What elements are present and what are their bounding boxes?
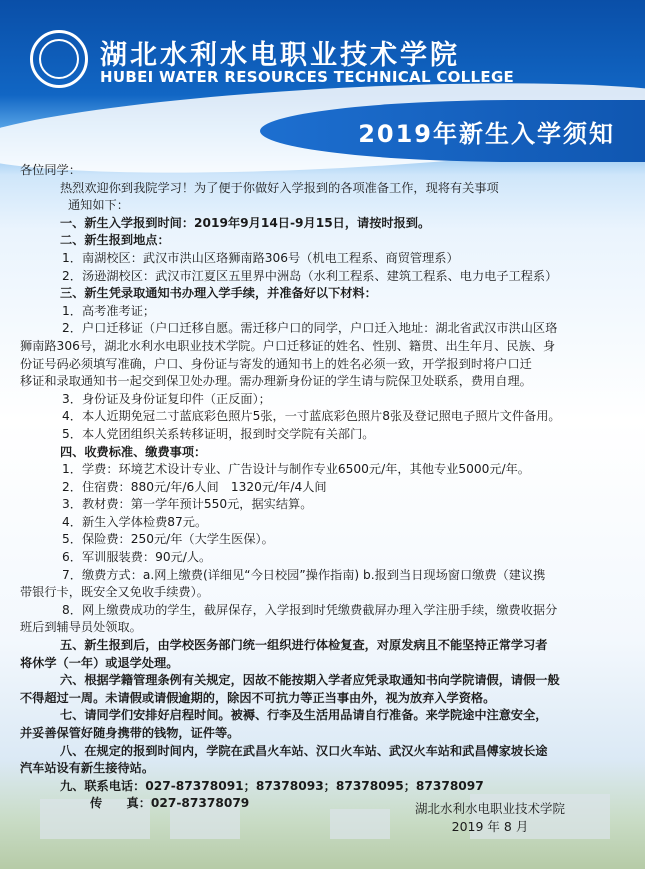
- list-item: 7．缴费方式：a.网上缴费(详细见“今日校园”操作指南) b.报到当日现场窗口缴费（建议携: [62, 567, 546, 582]
- section-1: 一、新生入学报到时间：2019年9月14日-9月15日，请按时报到。: [60, 215, 431, 230]
- section-8-cont: 汽车站设有新生接待站。: [20, 761, 155, 776]
- list-item: 2．户口迁移证（户口迁移自愿。需迁移户口的同学，户口迁入地址：湖北省武汉市洪山区珞: [62, 321, 558, 336]
- list-item: 1．南湖校区：武汉市洪山区珞狮南路306号（机电工程系、商贸管理系）: [62, 250, 459, 265]
- list-item: 1．学费：环境艺术设计专业、广告设计与制作专业6500元/年，其他专业5000元/年。: [62, 462, 530, 477]
- section-3: 三、新生凭录取通知书办理入学手续，并准备好以下材料：: [60, 286, 377, 301]
- list-item: 1．高考准考证；: [62, 303, 156, 318]
- section-7: 七、请同学们安排好启程时间。被褥、行李及生活用品请自行准备。来学院途中注意安全，: [60, 708, 548, 723]
- list-item-cont: 份证号码必须填写准确，户口、身份证与寄发的通知书上的姓名必须一致，开学报到时将户口迁: [20, 356, 532, 371]
- list-item: 6．军训服装费：90元/人。: [62, 550, 212, 565]
- notice-title: 2019年新生入学须知: [358, 120, 615, 148]
- school-name-cn: 湖北水利水电职业技术学院: [100, 40, 460, 71]
- section-6-cont: 不得超过一周。未请假或请假逾期的，除因不可抗力等正当事由外，视为放弃入学资格。: [20, 690, 496, 705]
- section-8: 八、在规定的报到时间内，学院在武昌火车站、汉口火车站、武汉火车站和武昌傅家坡长途: [60, 743, 548, 758]
- list-item: 2．住宿费：880元/年/6人间 1320元/年/4人间: [62, 479, 327, 494]
- list-item: 8．网上缴费成功的学生，截屏保存，入学报到时凭缴费截屏办理入学注册手续，缴费收据分: [62, 602, 558, 617]
- contact-phone: 九、联系电话：027-87378091；87378093；87378095；87378097: [60, 778, 484, 793]
- list-item-cont: 移证和录取通知书一起交到保卫处办理。需办理新身份证的学生请与院保卫处联系，费用自理。: [20, 374, 532, 389]
- section-4: 四、收费标准、缴费事项：: [60, 444, 207, 459]
- section-5: 五、新生报到后，由学校医务部门统一组织进行体检复查，对原发病且不能坚持正常学习者: [60, 638, 548, 653]
- greeting: 各位同学：: [20, 163, 81, 177]
- list-item-cont: 带银行卡，既安全又免收手续费）。: [20, 585, 209, 600]
- contact-fax: 传 真：027-87378079: [90, 796, 250, 811]
- notice-body: [20, 162, 620, 813]
- signature-date: 2019 年 8 月: [451, 819, 529, 834]
- school-logo-icon: [30, 30, 88, 88]
- list-item: 5．本人党团组织关系转移证明，报到时交学院有关部门。: [62, 426, 375, 441]
- list-item: 4．本人近期免冠二寸蓝底彩色照片5张，一寸蓝底彩色照片8张及登记照电子照片文件备用。: [62, 409, 561, 424]
- list-item: 3．身份证及身份证复印件（正反面）；: [62, 391, 271, 406]
- signature-org: 湖北水利水电职业技术学院: [414, 801, 565, 816]
- list-item: 3．教材费：第一学年预计550元，据实结算。: [62, 497, 313, 512]
- list-item-cont: 班后到辅导员处领取。: [20, 620, 142, 635]
- section-2: 二、新生报到地点：: [60, 233, 170, 248]
- list-item: 4．新生入学体检费87元。: [62, 514, 208, 529]
- signature: [415, 800, 565, 836]
- intro-line: 通知如下：: [68, 198, 129, 213]
- list-item: 2．汤逊湖校区：武汉市江夏区五里界中洲岛（水利工程系、建筑工程系、电力电子工程系）: [62, 268, 558, 283]
- list-item: 5．保险费：250元/年（大学生医保）。: [62, 532, 274, 547]
- section-7-cont: 并妥善保管好随身携带的钱物，证件等。: [20, 726, 240, 740]
- header: [0, 0, 645, 100]
- school-name-en: HUBEI WATER RESOURCES TECHNICAL COLLEGE: [100, 68, 515, 86]
- intro-line: 热烈欢迎你到我院学习！为了便于你做好入学报到的各项准备工作，现将有关事项: [60, 180, 499, 195]
- list-item-cont: 狮南路306号，湖北水利水电职业技术学院。户口迁移证的姓名、性别、籍贯、出生年月、民族、身: [20, 338, 556, 353]
- section-5-cont: 将休学（一年）或退学处理。: [20, 655, 179, 670]
- section-6: 六、根据学籍管理条例有关规定，因故不能按期入学者应凭录取通知书向学院请假，请假一般: [60, 673, 560, 688]
